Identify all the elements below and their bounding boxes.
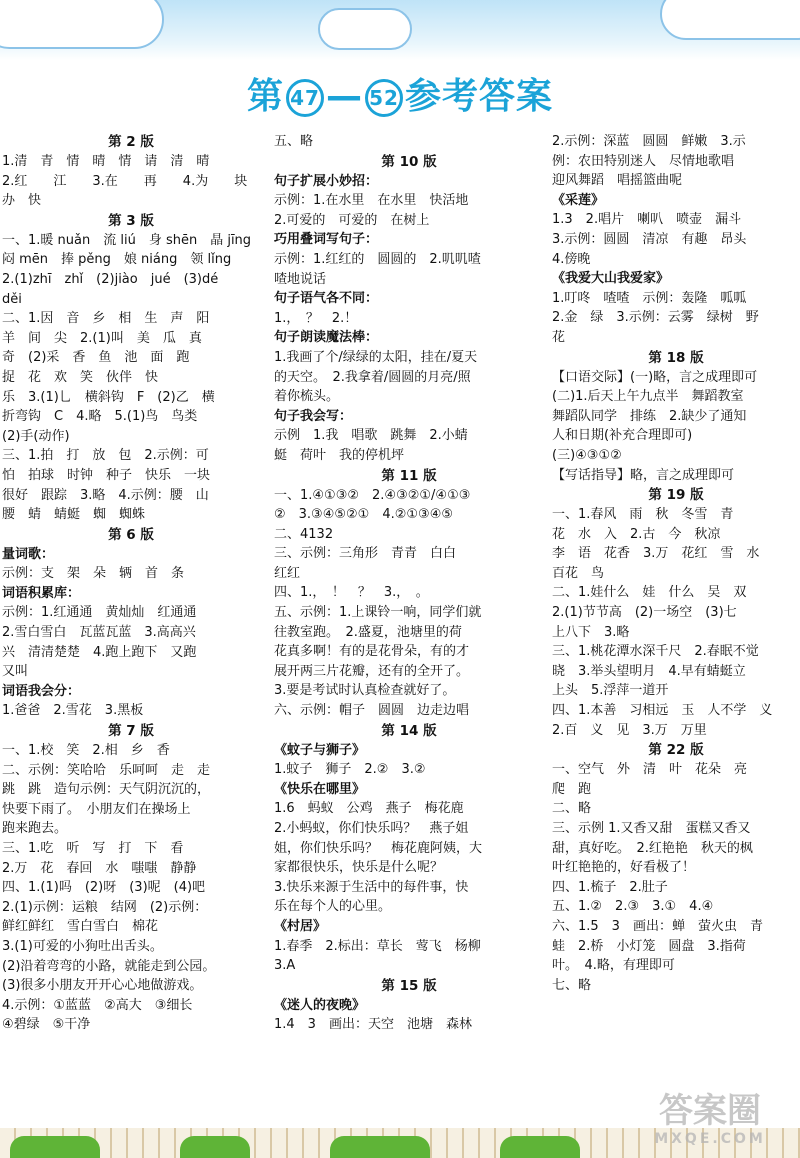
answer-line: 六、示例：帽子 圆圆 边走边唱 — [274, 703, 470, 719]
answer-line: 示例：1.红红的 圆圆的 2.叽叽喳 — [274, 251, 481, 267]
answer-line: 1.叮咚 喳喳 示例：轰隆 呱呱 — [552, 290, 747, 306]
answer-line: ② 3.③④⑤②① 4.②①③④⑤ — [274, 507, 454, 523]
answer-line: ④碧绿 ⑤干净 — [2, 1017, 91, 1033]
section-heading: 第 3 版 — [108, 212, 154, 229]
answer-line: 舞蹈队同学 排练 2.缺少了通知 — [552, 408, 747, 424]
title-suffix: 参考答案 — [405, 76, 554, 117]
cloud-center — [318, 8, 412, 50]
cloud-left — [0, 0, 164, 49]
answer-line: 二、1.娃什么 娃 什么 吴 双 — [552, 585, 747, 601]
answer-line: 闷 mēn 捧 pěng 娘 niáng 领 lǐng — [2, 252, 232, 268]
exercise-heading: 《迷人的夜晚》 — [274, 997, 366, 1013]
answer-line: 喳地说话 — [274, 271, 327, 287]
answer-line: 2.(1)节节高 (2)一场空 (3)七 — [552, 605, 737, 621]
answer-column-left — [2, 132, 260, 1035]
answer-line: 一、1.校 笑 2.相 乡 香 — [2, 743, 170, 759]
section-heading: 第 22 版 — [648, 742, 704, 759]
bush-decoration — [500, 1136, 580, 1158]
answer-line: 乐在每个人的心里。 — [274, 899, 392, 915]
answer-line: 花真多啊！有的是花骨朵，有的才 — [274, 644, 470, 660]
answer-line: 展开两三片花瓣，还有的全开了。 — [274, 663, 470, 679]
answer-line: 一、1.暖 nuǎn 流 liú 身 shēn 晶 jīng — [2, 232, 252, 248]
exercise-heading: 《村居》 — [274, 918, 327, 934]
section-heading: 第 11 版 — [381, 467, 437, 484]
exercise-heading: 句子我会写： — [274, 408, 353, 424]
answer-line: 三、示例：三角形 青青 白白 — [274, 546, 457, 562]
bush-decoration — [180, 1136, 250, 1158]
exercise-heading: 词语积累库： — [2, 585, 81, 601]
section-heading: 第 10 版 — [381, 153, 437, 170]
answer-line: 鲜红鲜红 雪白雪白 棉花 — [2, 919, 159, 935]
answer-line: 家都很快乐，快乐是什么呢？ — [274, 860, 444, 876]
exercise-heading: 词语我会分： — [2, 683, 81, 699]
exercise-heading: 《采莲》 — [552, 192, 605, 208]
answer-line: 李 语 花香 3.万 花红 雪 水 — [552, 546, 760, 562]
answer-line: 三、1.吃 听 写 打 下 看 — [2, 841, 184, 856]
answer-line: 二、4132 — [274, 526, 334, 542]
answer-line: 五、1.② 2.③ 3.① 4.④ — [552, 899, 714, 915]
answer-line: (2)沿着弯弯的小路，就能走到公园。 — [2, 958, 216, 974]
section-heading: 第 19 版 — [648, 487, 704, 504]
exercise-heading: 《蚊子与狮子》 — [274, 742, 366, 758]
exercise-heading: 《我爱大山我爱家》 — [552, 271, 670, 287]
answer-line: 一、1.春风 雨 秋 冬雪 青 — [552, 507, 734, 523]
watermark — [620, 1090, 800, 1150]
answer-line: 兴 清清楚楚 4.跑上跑下 又跑 — [2, 644, 197, 660]
answer-line: 示例：支 架 朵 辆 首 条 — [2, 566, 185, 582]
answer-line: 五、略 — [274, 134, 314, 149]
answer-line: 1.我画了个/绿绿的太阳，挂在/夏天 — [274, 349, 478, 365]
answer-line: 爬 跑 — [552, 781, 592, 797]
answer-line: 1.蚊子 狮子 2.② 3.② — [274, 762, 426, 778]
answer-line: (二)1.后天上午九点半 舞蹈教室 — [552, 389, 744, 405]
answer-line: 三、示例 1.又香又甜 蛋糕又香又 — [552, 821, 751, 836]
answer-line: 怕 拍球 时钟 种子 快乐 一块 — [2, 467, 211, 483]
answer-line: 二、示例：笑哈哈 乐呵呵 走 走 — [2, 762, 211, 778]
answer-line: 1.爸爸 2.雪花 3.黑板 — [2, 703, 144, 719]
answer-line: 【写话指导】略，言之成理即可 — [552, 467, 735, 483]
answer-line: 上头 5.浮萍一道开 — [552, 683, 669, 699]
answer-line: děi — [2, 291, 22, 307]
answer-line: 4.示例：①蓝蓝 ②高大 ③细长 — [2, 997, 193, 1013]
answer-line: 蜓 荷叶 我的停机坪 — [274, 447, 405, 463]
answer-line: 晓 3.举头望明月 4.早有蜻蜓立 — [552, 663, 746, 679]
answer-line: 2.示例：深蓝 圆圆 鲜嫩 3.示 — [552, 134, 746, 149]
section-heading: 第 14 版 — [381, 722, 437, 739]
answer-line: 1.春季 2.标出：草长 莺飞 杨柳 — [274, 938, 481, 954]
answer-line: 迎风舞蹈 唱摇篮曲呢 — [552, 173, 683, 189]
answer-line: 甜，真好吃。 2.红艳艳 秋天的枫 — [552, 840, 753, 856]
exercise-heading: 《快乐在哪里》 — [274, 781, 366, 797]
answer-line: 1.3 2.唱片 喇叭 喷壶 漏斗 — [552, 212, 742, 228]
answer-line: 1.清 青 情 晴 情 请 清 晴 — [2, 154, 210, 169]
answer-line: 一、1.④①③② 2.④③②①/④①③ — [274, 487, 471, 503]
answer-line: 着你梳头。 — [274, 389, 340, 405]
cloud-right — [660, 0, 800, 40]
answer-line: 六、1.5 3 画出：蝉 萤火虫 青 — [552, 918, 763, 934]
exercise-heading: 句子语气各不同： — [274, 291, 379, 307]
answer-line: 1.4 3 画出：天空 池塘 森林 — [274, 1017, 472, 1033]
title-dash: — — [326, 76, 363, 117]
answer-line: 二、略 — [552, 801, 592, 817]
answer-line: 4.傍晚 — [552, 251, 591, 267]
answer-line: 叶红艳艳的，好看极了！ — [552, 860, 696, 876]
answer-line: 叶。 4.略，有理即可 — [552, 958, 675, 974]
bush-decoration — [330, 1136, 430, 1158]
answer-column-right — [552, 132, 800, 995]
section-heading: 第 2 版 — [108, 134, 154, 150]
answer-line: 四、1.， ！ ？ 3.， 。 — [274, 585, 429, 601]
answer-line: 百花 鸟 — [552, 565, 605, 581]
answer-line: 羊 间 尖 2.(1)叫 美 瓜 真 — [2, 330, 202, 346]
answer-line: 3.快乐来源于生活中的每件事，快 — [274, 879, 469, 895]
title-prefix: 第 — [246, 76, 284, 117]
answer-line: 2.小蚂蚁，你们快乐吗？ 燕子姐 — [274, 821, 469, 836]
answer-line: 捉 花 欢 笑 伙伴 快 — [2, 369, 159, 385]
answer-line: 2.可爱的 可爱的 在树上 — [274, 212, 430, 228]
answer-line: 3.要是考试时认真检查就好了。 — [274, 683, 456, 699]
answer-line: 3.A — [274, 958, 296, 974]
answer-line: 示例：1.在水里 在水里 快活地 — [274, 193, 469, 209]
answer-column-middle — [274, 132, 544, 1035]
answer-line: 的天空。 2.我拿着/圆圆的月亮/照 — [274, 369, 471, 385]
answer-line: 四、1.梳子 2.肚子 — [552, 879, 668, 895]
answer-line: (三)④③①② — [552, 447, 622, 463]
exercise-heading: 句子扩展小妙招： — [274, 173, 379, 189]
answer-line: 例：农田特别迷人 尽情地歌唱 — [552, 153, 735, 169]
answer-line: 2.金 绿 3.示例：云雾 绿树 野 — [552, 310, 759, 326]
answer-line: 三、1.拍 打 放 包 2.示例：可 — [2, 448, 209, 464]
watermark-text: 答案圈 — [659, 1091, 761, 1131]
title-end-number: 52 — [365, 79, 403, 117]
exercise-heading: 句子朗读魔法棒： — [274, 330, 379, 346]
answer-line: 2.(1)zhī zhǐ (2)jiào jué (3)dé — [2, 271, 219, 287]
answer-line: 2.雪白雪白 瓦蓝瓦蓝 3.高高兴 — [2, 625, 196, 641]
sky-banner — [0, 0, 800, 60]
answer-line: 1.6 蚂蚁 公鸡 燕子 梅花鹿 — [274, 801, 464, 817]
answer-line: 3.(1)可爱的小狗吐出舌头。 — [2, 938, 163, 954]
answer-line: 1.， ？ 2.！ — [274, 310, 358, 326]
answer-line: 2.百 义 见 3.万 万里 — [552, 722, 707, 738]
answer-line: 又叫 — [2, 664, 29, 680]
answer-line: 乐 3.(1)乚 横斜钩 F (2)乙 横 — [2, 389, 215, 405]
answer-line: 红红 — [274, 565, 301, 581]
title-start-number: 47 — [286, 79, 324, 117]
answer-line: 花 — [552, 329, 566, 345]
answer-line: 办 快 — [2, 193, 42, 209]
answer-line: 蛙 2.桥 小灯笼 圆盘 3.指荷 — [552, 938, 746, 954]
answer-line: 跑来跑去。 — [2, 821, 68, 837]
watermark-url: MXQE.COM — [654, 1131, 766, 1147]
answer-line: 七、略 — [552, 977, 592, 993]
answer-line: 很好 跟踪 3.略 4.示例：腰 山 — [2, 487, 209, 503]
answer-line: 奇 (2)采 香 鱼 池 面 跑 — [2, 350, 190, 366]
answer-line: 示例：1.红通通 黄灿灿 红通通 — [2, 605, 197, 621]
answer-line: 四、1.(1)吗 (2)呀 (3)呢 (4)吧 — [2, 880, 206, 896]
answer-line: 往教室跑。 2.盛夏，池塘里的荷 — [274, 624, 462, 640]
answer-line: 一、空气 外 清 叶 花朵 亮 — [552, 762, 748, 778]
bush-decoration — [10, 1136, 100, 1158]
answer-line: 上八下 3.略 — [552, 624, 630, 640]
section-heading: 第 7 版 — [108, 723, 154, 740]
answer-line: 花 水 入 2.古 今 秋凉 — [552, 526, 721, 542]
answer-line: 折弯钩 C 4.略 5.(1)鸟 鸟类 — [2, 409, 198, 425]
answer-line: 2.万 花 春回 水 嗤嗤 静静 — [2, 860, 197, 876]
section-heading: 第 15 版 — [381, 977, 437, 994]
answer-line: 2.红 江 3.在 再 4.为 块 — [2, 173, 248, 189]
answer-line: 3.示例：圆圆 清凉 有趣 昂头 — [552, 231, 747, 247]
answer-line: (2)手(动作) — [2, 428, 70, 444]
answer-line: 示例 1.我 唱歌 跳舞 2.小蜻 — [274, 428, 468, 444]
answer-line: 2.(1)示例：运粮 结网 (2)示例： — [2, 899, 208, 915]
answer-line: 五、示例：1.上课铃一响，同学们就 — [274, 605, 482, 621]
answer-line: 姐，你们快乐吗？ 梅花鹿阿姨，大 — [274, 840, 483, 856]
exercise-heading: 量词歌： — [2, 546, 55, 562]
answer-line: 四、1.本善 习相远 玉 人不学 义 — [552, 703, 773, 719]
answer-line: 跳 跳 造句示例：天气阴沉沉的， — [2, 782, 211, 798]
answer-line: 腰 蜻 蜻蜓 蜘 蜘蛛 — [2, 507, 146, 523]
answer-line: 三、1.桃花潭水深千尺 2.春眠不觉 — [552, 644, 759, 660]
exercise-heading: 巧用叠词写句子： — [274, 232, 379, 248]
answer-line: 【口语交际】(一)略，言之成理即可 — [552, 369, 758, 385]
answer-line: (3)很多小朋友开开心心地做游戏。 — [2, 978, 203, 994]
answer-line: 人和日期(补充合理即可) — [552, 428, 693, 444]
page-title — [0, 68, 800, 119]
section-heading: 第 18 版 — [648, 349, 704, 366]
answer-line: 快要下雨了。 小朋友们在操场上 — [2, 801, 191, 817]
section-heading: 第 6 版 — [108, 526, 154, 543]
answer-line: 二、1.因 音 乡 相 生 声 阳 — [2, 311, 210, 327]
